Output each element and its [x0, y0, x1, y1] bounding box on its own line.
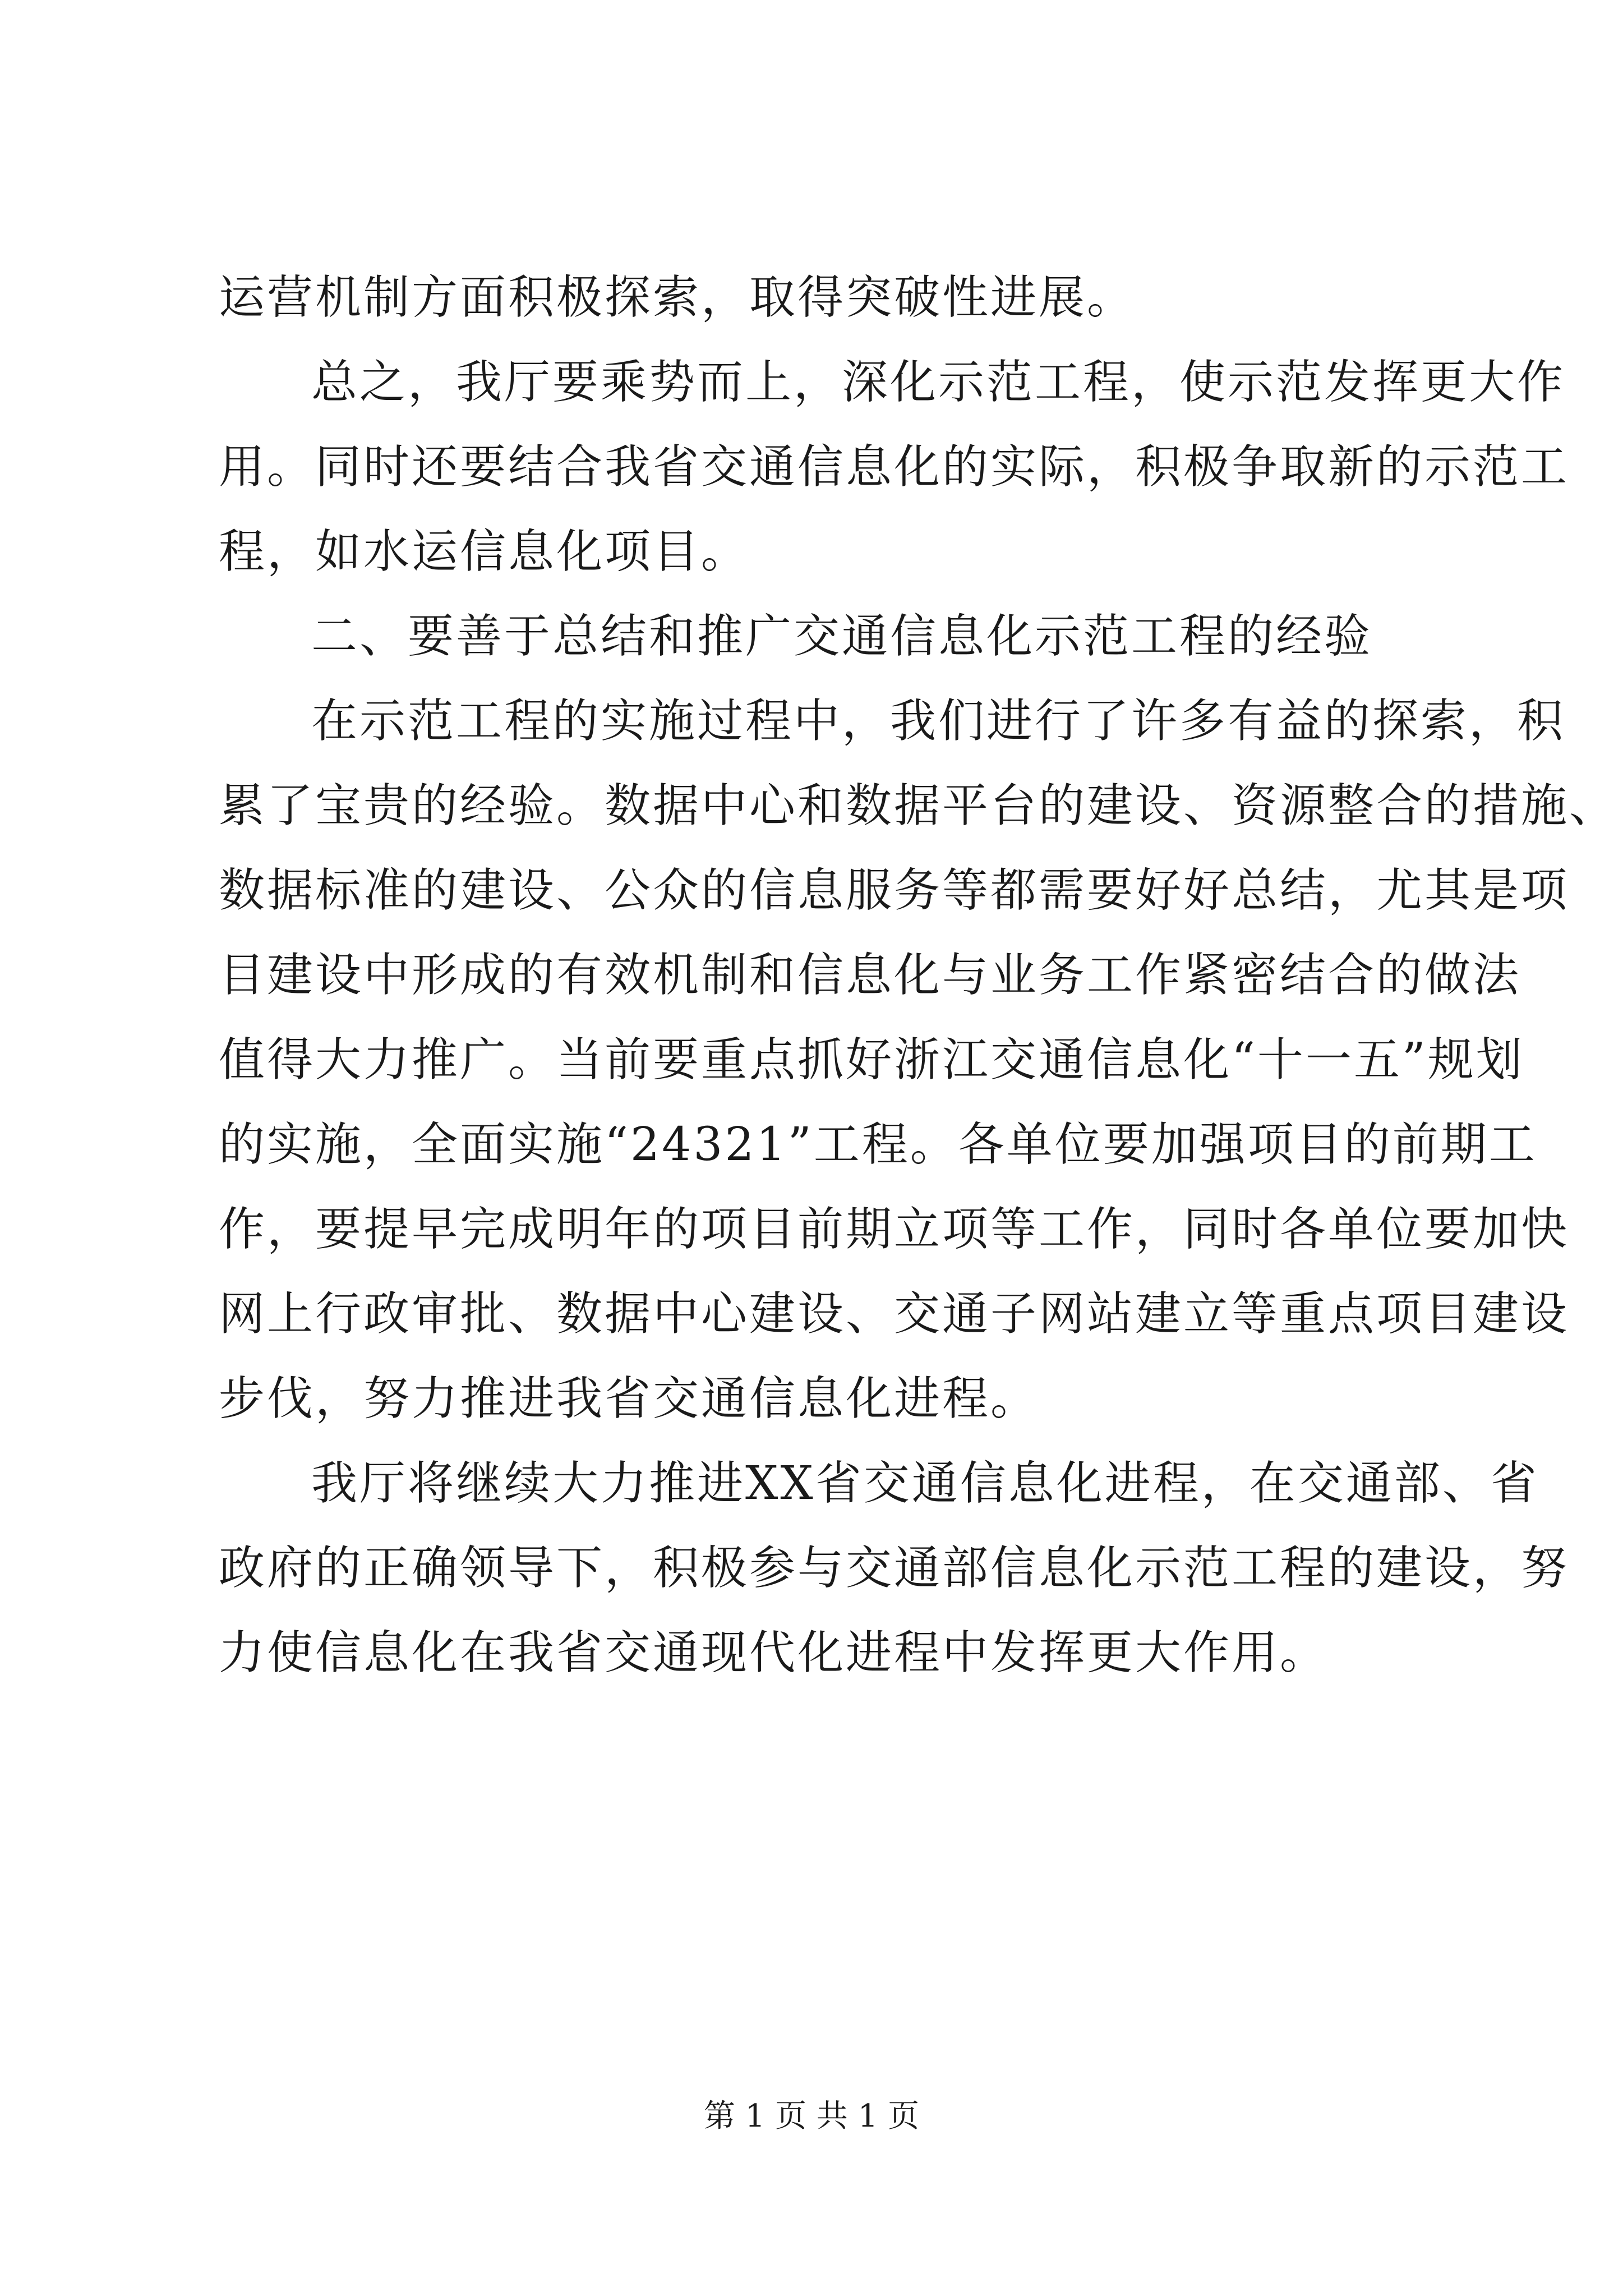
text-line: 作，要提早完成明年的项目前期立项等工作，同时各单位要加快	[219, 1203, 1570, 1256]
text-line: 步伐，努力推进我省交通信息化进程。	[219, 1372, 1039, 1425]
paragraph-start-line: 在示范工程的实施过程中，我们进行了许多有益的探索，积	[311, 694, 1566, 748]
text-line: 数据标准的建设、公众的信息服务等都需要好好总结，尤其是项	[219, 864, 1570, 917]
text-line: 政府的正确领导下，积极参与交通部信息化示范工程的建设，努	[219, 1542, 1570, 1595]
text-line: 累了宝贵的经验。数据中心和数据平台的建设、资源整合的措施、	[219, 779, 1618, 832]
text-line: 网上行政审批、数据中心建设、交通子网站建立等重点项目建设	[219, 1287, 1570, 1341]
text-line: 的实施，全面实施“24321”工程。各单位要加强项目的前期工	[219, 1118, 1537, 1171]
paragraph-start-line: 我厅将继续大力推进XX省交通信息化进程，在交通部、省	[311, 1457, 1539, 1510]
text-line: 力使信息化在我省交通现代化进程中发挥更大作用。	[219, 1626, 1329, 1680]
page-number-footer: 第 1 页 共 1 页	[703, 2098, 920, 2134]
paragraph-start-line: 总之，我厅要乘势而上，深化示范工程，使示范发挥更大作	[311, 356, 1566, 409]
text-line: 值得大力推广。当前要重点抓好浙江交通信息化“十一五”规划	[219, 1033, 1524, 1087]
text-line: 目建设中形成的有效机制和信息化与业务工作紧密结合的做法	[219, 949, 1521, 1002]
text-line: 程，如水运信息化项目。	[219, 525, 750, 578]
section-heading: 二、要善于总结和推广交通信息化示范工程的经验	[311, 610, 1373, 663]
text-line: 用。同时还要结合我省交通信息化的实际，积极争取新的示范工	[219, 440, 1570, 494]
text-line: 运营机制方面积极探索，取得突破性进展。	[219, 271, 1136, 324]
document-body	[219, 255, 1618, 1695]
